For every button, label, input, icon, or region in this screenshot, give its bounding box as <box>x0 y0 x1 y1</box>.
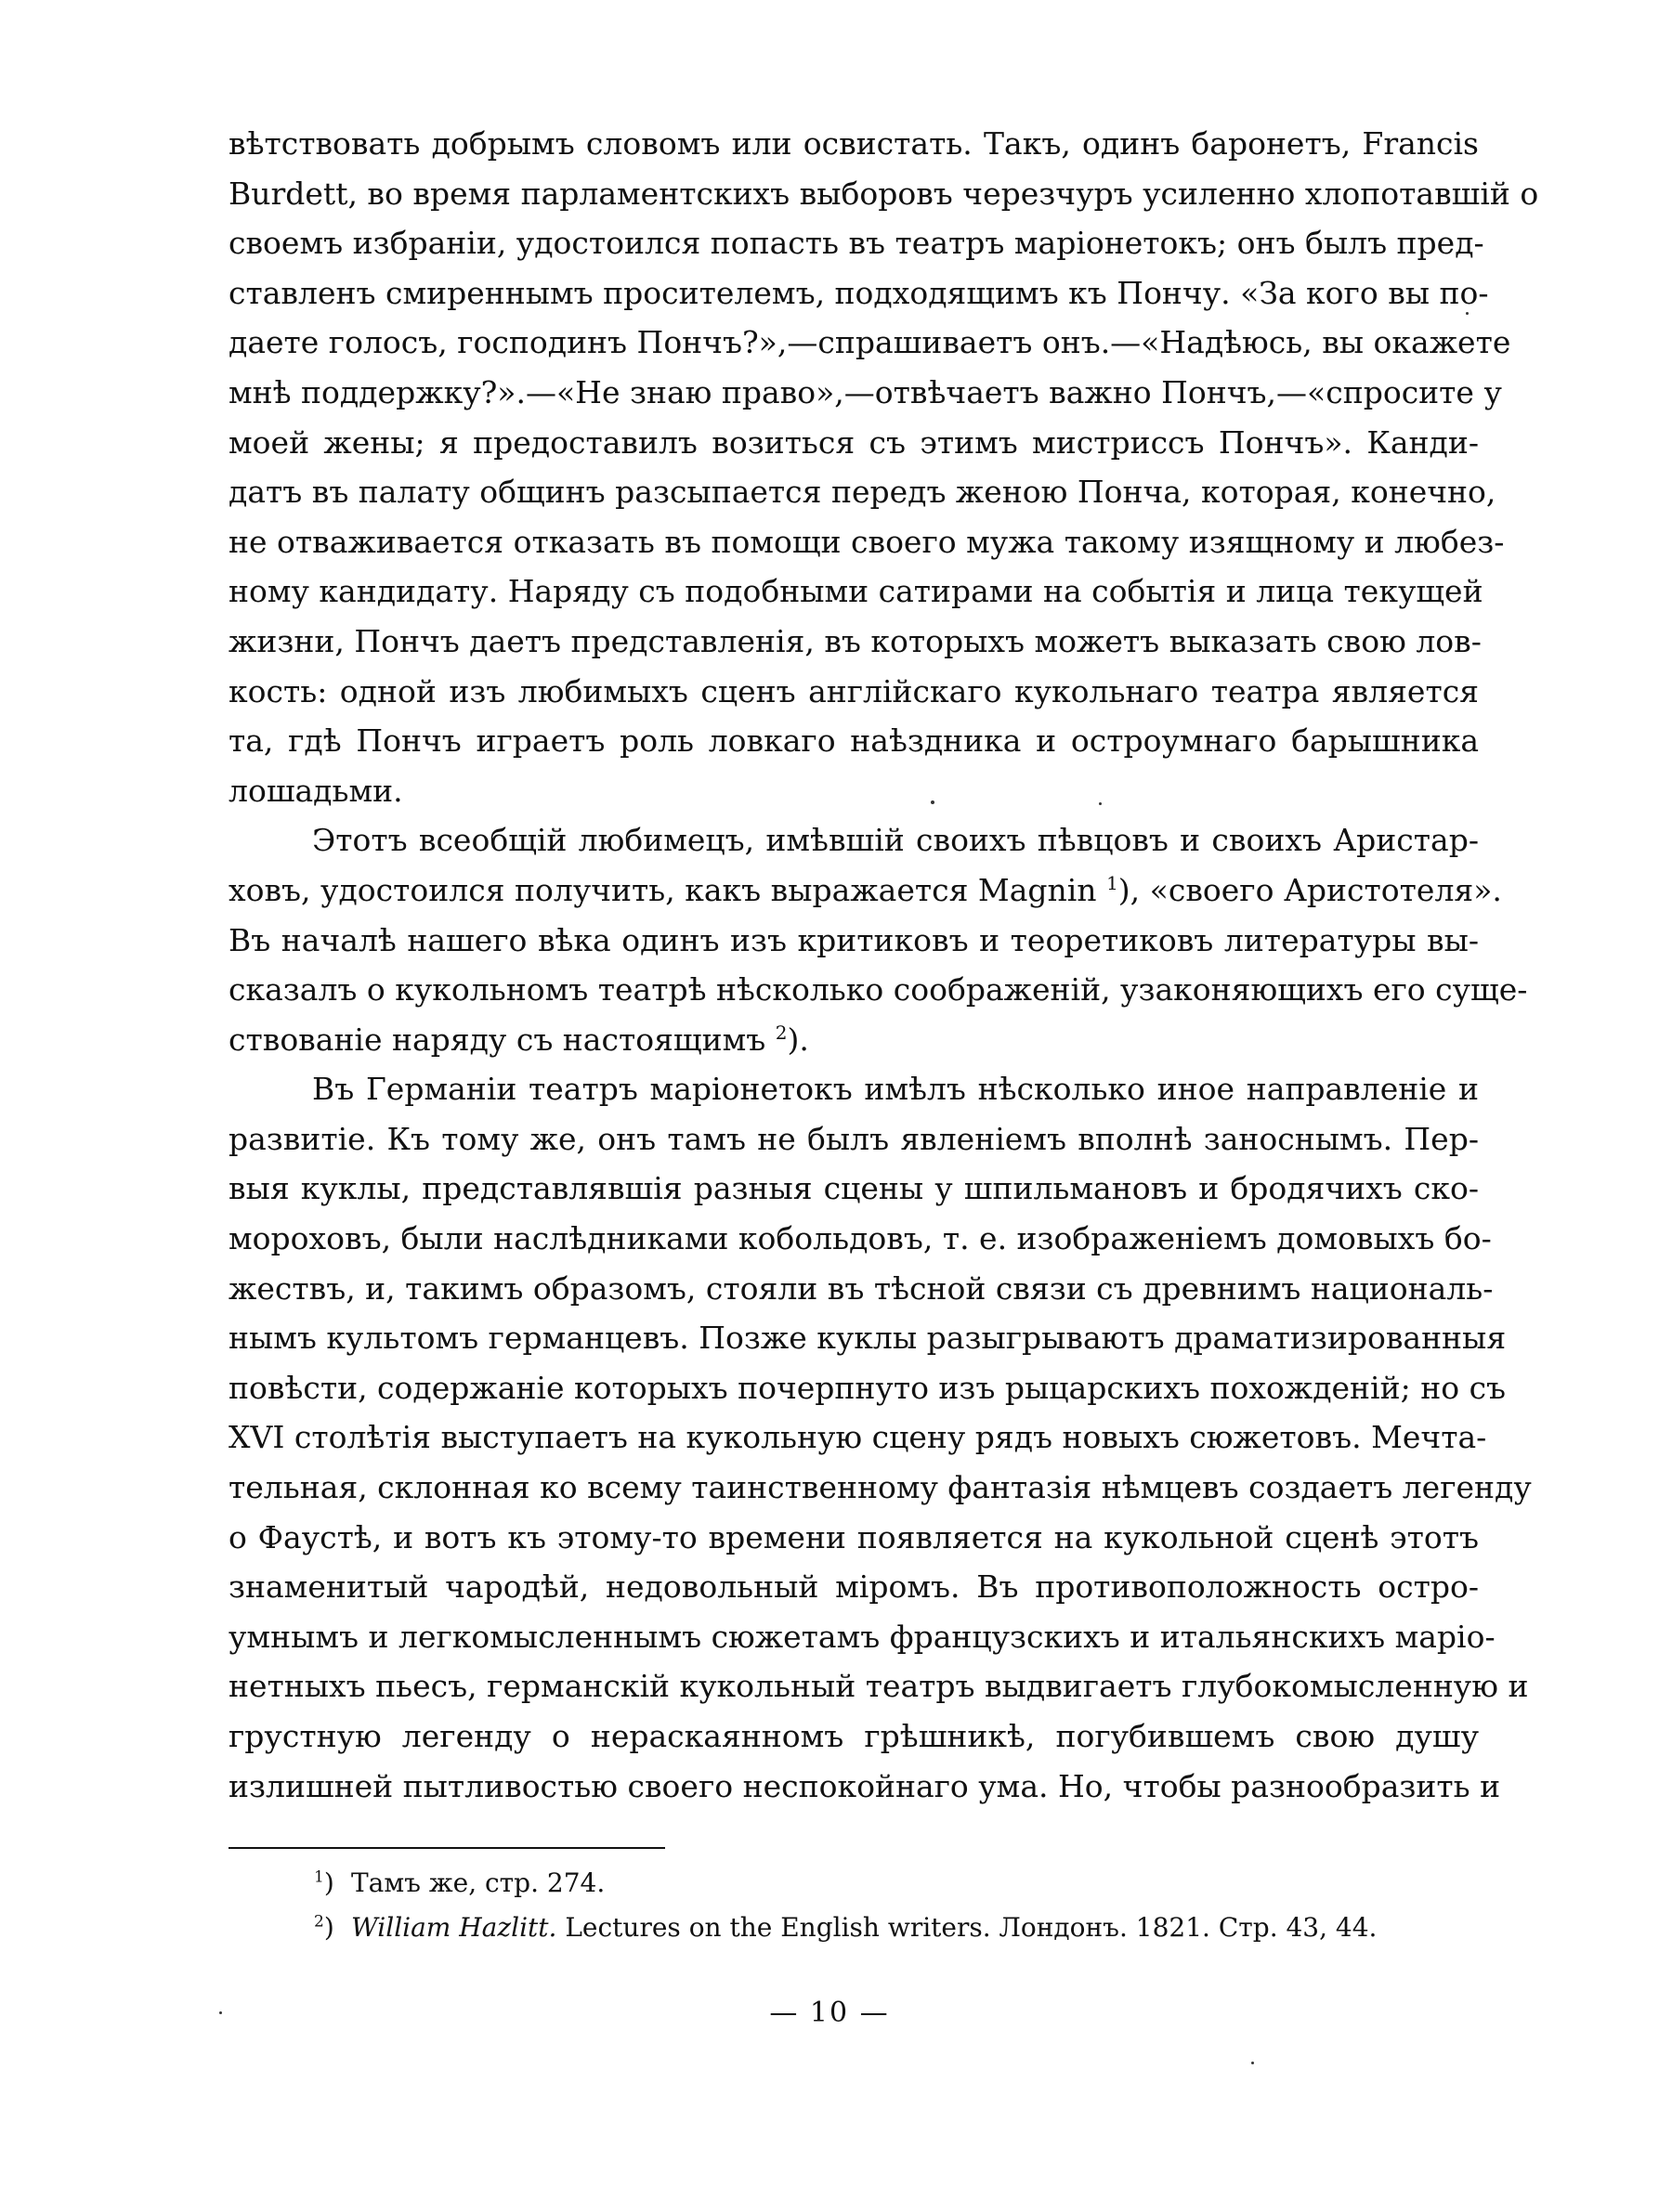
scan-speck <box>931 800 934 804</box>
footnote-number <box>314 1906 351 1950</box>
scan-speck <box>1466 312 1469 315</box>
text-line: вѣтствовать добрымъ словомъ или освистать. Такъ, одинъ баронетъ, Francis <box>229 125 1479 162</box>
scan-speck <box>1251 2062 1254 2064</box>
text-line <box>229 865 1502 916</box>
text-line: излишней пытливостью своего неспокойнаго ума. Но, чтобы разнообразить и <box>229 1767 1501 1804</box>
footnote-mark: 1 <box>314 1867 324 1887</box>
text-line: XVI столѣтія выступаетъ на кукольную сцену рядъ новыхъ сюжетовъ. Мечта- <box>229 1419 1487 1456</box>
text-line: лошадьми. <box>229 772 403 809</box>
text-line: мороховъ, были наслѣдниками кобольдовъ, т. е. изображеніемъ домовыхъ бо- <box>229 1220 1492 1257</box>
text-line: о Фаустѣ, и вотъ къ этому-то времени появляется на кукольной сценѣ этотъ <box>229 1518 1479 1555</box>
text-line: ному кандидату. Наряду съ подобными сатирами на событія и лица текущей <box>229 573 1483 610</box>
footnote-1 <box>314 1861 1429 1906</box>
text-line: мнѣ поддержку?».—«Не знаю право»,—отвѣчаетъ важно Пончъ,—«спросите у <box>229 373 1502 410</box>
footnote-2 <box>314 1906 1429 1950</box>
footnote-paren: ) <box>323 1867 334 1898</box>
text-segment: ). <box>787 1021 809 1058</box>
text-line: та, гдѣ Пончъ играетъ роль ловкаго наѣздника и остроумнаго барышника <box>229 722 1479 760</box>
scan-speck <box>219 2011 222 2014</box>
text-line: тельная, склонная ко всему таинственному фантазія нѣмцевъ создаетъ легенду <box>229 1469 1532 1506</box>
text-segment: ствованіе наряду съ настоящимъ <box>229 1021 766 1058</box>
text-line: ставленъ смиреннымъ просителемъ, подходящимъ къ Пончу. «За кого вы по- <box>229 274 1489 311</box>
text-line <box>229 1015 1479 1065</box>
footnote-number <box>314 1861 351 1906</box>
text-line: умнымъ и легкомысленнымъ сюжетамъ французскихъ и итальянскихъ маріо- <box>229 1618 1496 1655</box>
text-line: Burdett, во время парламентскихъ выборовъ черезчуръ усиленно хлопотавшій о <box>229 175 1539 212</box>
text-line: Въ Германіи театръ маріонетокъ имѣлъ нѣсколько иное направленіе и <box>312 1071 1479 1108</box>
footnote-text: Тамъ же, стр. 274. <box>351 1867 606 1898</box>
text-segment: ), «своего Аристотеля». <box>1117 871 1502 908</box>
footnote-mark: 2 <box>314 1912 324 1932</box>
text-line: Этотъ всеобщій любимецъ, имѣвшій своихъ пѣвцовъ и своихъ Аристар- <box>312 822 1479 859</box>
footnote-separator <box>229 1847 665 1849</box>
footnotes <box>314 1861 1429 1950</box>
body-text <box>229 119 1539 1811</box>
text-line: повѣсти, содержаніе которыхъ почерпнуто изъ рыцарскихъ похожденій; но съ <box>229 1369 1507 1406</box>
scan-speck <box>1099 802 1102 805</box>
text-line: грустную легенду о нераскаянномъ грѣшникѣ, погубившемъ свою душу <box>229 1718 1479 1754</box>
text-line: жествъ, и, такимъ образомъ, стояли въ тѣсной связи съ древнимъ националь- <box>229 1269 1494 1307</box>
text-line: даете голосъ, господинъ Пончъ?»,—спрашиваетъ онъ.—«Надѣюсь, вы окажете <box>229 324 1511 361</box>
paragraph-punch-satire <box>229 119 1539 815</box>
footnote-author: William Hazlitt. <box>351 1912 557 1943</box>
text-line: жизни, Пончъ даетъ представленія, въ которыхъ можетъ выказать свою лов- <box>229 622 1482 659</box>
text-line: нетныхъ пьесъ, германскій кукольный театръ выдвигаетъ глубокомысленную и <box>229 1668 1529 1705</box>
text-line: Въ началѣ нашего вѣка одинъ изъ критиковъ и теоретиковъ литературы вы- <box>229 921 1479 958</box>
text-line: моей жены; я предоставилъ возиться съ этимъ мистриссъ Пончъ». Канди- <box>229 423 1479 461</box>
footnote-text: Lectures on the English writers. Лондонъ. 1821. Стр. 43, 44. <box>556 1912 1378 1943</box>
footnote-ref-1[interactable]: 1 <box>1106 871 1118 894</box>
text-line: выя куклы, представлявшія разныя сцены у шпильмановъ и бродячихъ ско- <box>229 1170 1479 1207</box>
paragraph-punch-favourite <box>229 815 1528 1064</box>
footnote-paren: ) <box>323 1912 334 1943</box>
text-segment: ховъ, удостоился получить, какъ выражается Magnin <box>229 871 1097 908</box>
text-line: нымъ культомъ германцевъ. Позже куклы разыгрываютъ драматизированныя <box>229 1320 1507 1357</box>
text-line: кость: одной изъ любимыхъ сценъ англійскаго кукольнаго театра является <box>229 672 1479 709</box>
text-line: сказалъ о кукольномъ театрѣ нѣсколько соображеній, узаконяющихъ его суще- <box>229 971 1528 1008</box>
text-line: знаменитый чародѣй, недовольный міромъ. Въ противоположность остро- <box>229 1568 1479 1606</box>
text-line: своемъ избраніи, удостоился попасть въ театръ маріонетокъ; онъ былъ пред- <box>229 225 1484 262</box>
page-number: — 10 — <box>769 1997 890 2029</box>
paragraph-german-theatre <box>229 1064 1532 1811</box>
footnote-ref-2[interactable]: 2 <box>775 1021 788 1044</box>
text-line: датъ въ палату общинъ разсыпается передъ женою Понча, которая, конечно, <box>229 474 1496 511</box>
text-line: развитіе. Къ тому же, онъ тамъ не былъ явленіемъ вполнѣ заноснымъ. Пер- <box>229 1120 1479 1157</box>
text-line: не отваживается отказать въ помощи своего мужа такому изящному и любез- <box>229 523 1505 560</box>
